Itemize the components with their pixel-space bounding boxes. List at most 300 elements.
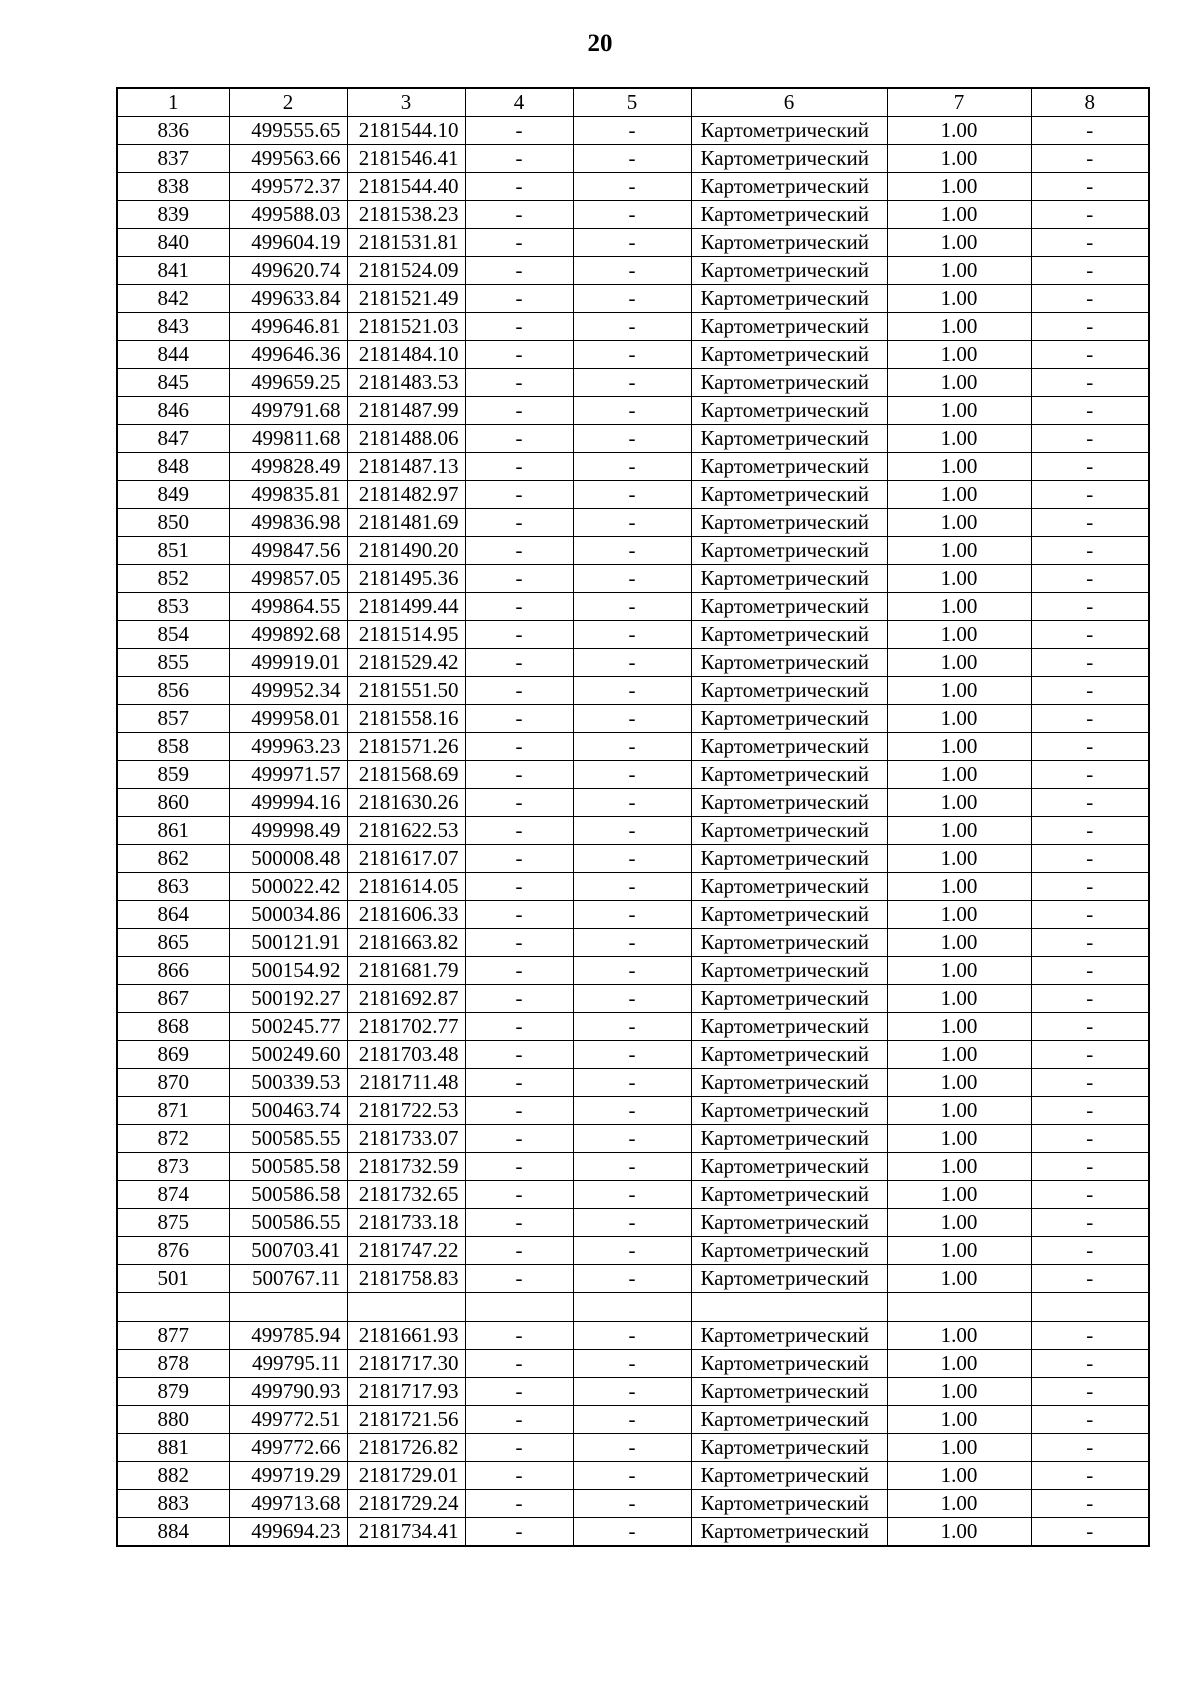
table-cell: - xyxy=(573,985,691,1013)
table-cell: - xyxy=(465,117,573,145)
table-row xyxy=(117,593,1149,621)
table-cell: 2181722.53 xyxy=(347,1097,465,1125)
table-cell: 1.00 xyxy=(887,1462,1031,1490)
table-cell: - xyxy=(465,1265,573,1293)
table-row xyxy=(117,621,1149,649)
table-cell: 844 xyxy=(117,341,229,369)
table-cell: 1.00 xyxy=(887,1434,1031,1462)
table-cell: 1.00 xyxy=(887,677,1031,705)
table-cell: - xyxy=(1031,537,1149,565)
table-cell: - xyxy=(1031,621,1149,649)
table-cell: - xyxy=(465,1013,573,1041)
table-cell: 2181732.65 xyxy=(347,1181,465,1209)
table-cell: Картометрический xyxy=(691,845,887,873)
table-cell: Картометрический xyxy=(691,1237,887,1265)
table-cell xyxy=(573,1293,691,1322)
table-cell: - xyxy=(1031,985,1149,1013)
table-cell: 1.00 xyxy=(887,1378,1031,1406)
table-cell: 2181702.77 xyxy=(347,1013,465,1041)
table-cell: 499646.36 xyxy=(229,341,347,369)
table-cell: - xyxy=(1031,257,1149,285)
table-cell: 879 xyxy=(117,1378,229,1406)
table-cell: - xyxy=(1031,1322,1149,1350)
table-row xyxy=(117,677,1149,705)
table-cell: Картометрический xyxy=(691,1041,887,1069)
table-cell: - xyxy=(465,257,573,285)
table-cell: - xyxy=(465,761,573,789)
table-cell: 853 xyxy=(117,593,229,621)
table-cell: 500767.11 xyxy=(229,1265,347,1293)
table-cell: 1.00 xyxy=(887,1041,1031,1069)
table-cell: - xyxy=(1031,789,1149,817)
table-cell: - xyxy=(573,453,691,481)
table-row xyxy=(117,565,1149,593)
table-cell: - xyxy=(1031,1265,1149,1293)
table-row xyxy=(117,1013,1149,1041)
table-cell: 850 xyxy=(117,509,229,537)
table-row xyxy=(117,1265,1149,1293)
table-cell: - xyxy=(1031,201,1149,229)
table-cell: 878 xyxy=(117,1350,229,1378)
table-cell: 845 xyxy=(117,369,229,397)
table-cell: - xyxy=(1031,145,1149,173)
table-cell: - xyxy=(1031,425,1149,453)
table-cell: - xyxy=(573,117,691,145)
table-cell: Картометрический xyxy=(691,985,887,1013)
table-cell: 843 xyxy=(117,313,229,341)
table-cell: Картометрический xyxy=(691,649,887,677)
table-cell: - xyxy=(573,929,691,957)
table-cell xyxy=(691,1293,887,1322)
table-cell: - xyxy=(465,1153,573,1181)
table-cell: Картометрический xyxy=(691,1518,887,1547)
table-cell: - xyxy=(573,1013,691,1041)
table-cell: 1.00 xyxy=(887,649,1031,677)
table-cell: - xyxy=(573,565,691,593)
table-row xyxy=(117,1462,1149,1490)
table-cell: - xyxy=(573,173,691,201)
table-cell: - xyxy=(465,1322,573,1350)
table-cell: 500339.53 xyxy=(229,1069,347,1097)
table-cell: - xyxy=(465,201,573,229)
table-cell: - xyxy=(465,593,573,621)
table-cell: - xyxy=(1031,705,1149,733)
table-row xyxy=(117,1237,1149,1265)
table-cell: - xyxy=(573,957,691,985)
table-cell: 861 xyxy=(117,817,229,845)
table-cell: - xyxy=(465,1350,573,1378)
table-cell: - xyxy=(465,817,573,845)
table-cell: 500586.58 xyxy=(229,1181,347,1209)
table-cell: - xyxy=(465,1125,573,1153)
table-cell: - xyxy=(1031,481,1149,509)
table-cell: - xyxy=(465,1462,573,1490)
table-cell xyxy=(1031,1293,1149,1322)
table-row xyxy=(117,1181,1149,1209)
table-row xyxy=(117,173,1149,201)
table-cell: 499772.66 xyxy=(229,1434,347,1462)
table-cell: 1.00 xyxy=(887,929,1031,957)
table-cell: - xyxy=(1031,1237,1149,1265)
table-cell: 1.00 xyxy=(887,453,1031,481)
table-cell: 1.00 xyxy=(887,313,1031,341)
table-cell: Картометрический xyxy=(691,397,887,425)
table-cell: Картометрический xyxy=(691,1181,887,1209)
table-cell: 2181726.82 xyxy=(347,1434,465,1462)
table-cell: - xyxy=(573,425,691,453)
table-cell: 856 xyxy=(117,677,229,705)
table-row xyxy=(117,985,1149,1013)
table-cell: 2181546.41 xyxy=(347,145,465,173)
table-cell: - xyxy=(573,1350,691,1378)
table-cell: 854 xyxy=(117,621,229,649)
table-cell: - xyxy=(465,285,573,313)
table-cell: 500463.74 xyxy=(229,1097,347,1125)
table-cell: Картометрический xyxy=(691,593,887,621)
table-cell: 863 xyxy=(117,873,229,901)
table-cell: Картометрический xyxy=(691,929,887,957)
table-cell: - xyxy=(1031,369,1149,397)
table-cell: 2181663.82 xyxy=(347,929,465,957)
table-cell: - xyxy=(573,1378,691,1406)
table-cell: - xyxy=(573,649,691,677)
table-cell: - xyxy=(573,1434,691,1462)
table-cell: - xyxy=(1031,453,1149,481)
table-cell: 2181551.50 xyxy=(347,677,465,705)
table-cell: 864 xyxy=(117,901,229,929)
table-cell: - xyxy=(465,1378,573,1406)
table-row xyxy=(117,1069,1149,1097)
table-row xyxy=(117,929,1149,957)
table-cell: - xyxy=(465,1181,573,1209)
table-cell: Картометрический xyxy=(691,481,887,509)
table-cell: 840 xyxy=(117,229,229,257)
table-cell: 499785.94 xyxy=(229,1322,347,1350)
table-cell: 499864.55 xyxy=(229,593,347,621)
table-cell: - xyxy=(1031,1350,1149,1378)
table-cell: - xyxy=(573,1181,691,1209)
table-cell: Картометрический xyxy=(691,565,887,593)
table-cell: 1.00 xyxy=(887,985,1031,1013)
table-row xyxy=(117,117,1149,145)
table-cell: 2181544.40 xyxy=(347,173,465,201)
table-row xyxy=(117,901,1149,929)
table-cell: 499694.23 xyxy=(229,1518,347,1547)
table-cell: 500121.91 xyxy=(229,929,347,957)
table-cell: 499998.49 xyxy=(229,817,347,845)
table-cell: - xyxy=(465,1069,573,1097)
table-cell: 880 xyxy=(117,1406,229,1434)
table-header-row xyxy=(117,88,1149,117)
table-cell: - xyxy=(573,901,691,929)
table-cell: - xyxy=(1031,1069,1149,1097)
table-cell: - xyxy=(573,761,691,789)
table-row xyxy=(117,845,1149,873)
table-cell: - xyxy=(573,1209,691,1237)
table-cell: - xyxy=(1031,761,1149,789)
table-cell: - xyxy=(573,621,691,649)
table-cell: 500154.92 xyxy=(229,957,347,985)
table-cell: - xyxy=(1031,677,1149,705)
table-cell: Картометрический xyxy=(691,1378,887,1406)
table-row xyxy=(117,817,1149,845)
table-cell: 882 xyxy=(117,1462,229,1490)
table-cell: 1.00 xyxy=(887,593,1031,621)
table-cell: - xyxy=(573,201,691,229)
table-cell: 1.00 xyxy=(887,369,1031,397)
table-cell: - xyxy=(573,1041,691,1069)
table-row xyxy=(117,1350,1149,1378)
table-cell: 884 xyxy=(117,1518,229,1547)
table-cell: 1.00 xyxy=(887,509,1031,537)
table-cell: 499719.29 xyxy=(229,1462,347,1490)
table-cell: Картометрический xyxy=(691,1097,887,1125)
table-cell: - xyxy=(465,537,573,565)
table-cell: - xyxy=(573,509,691,537)
table-cell: - xyxy=(465,733,573,761)
table-cell: - xyxy=(465,873,573,901)
table-cell: 2181729.24 xyxy=(347,1490,465,1518)
table-cell xyxy=(887,1293,1031,1322)
table-row xyxy=(117,873,1149,901)
table-row xyxy=(117,1490,1149,1518)
table-cell xyxy=(117,1293,229,1322)
table-row xyxy=(117,1378,1149,1406)
table-cell: - xyxy=(573,789,691,817)
table-cell: 1.00 xyxy=(887,1069,1031,1097)
table-cell: 499971.57 xyxy=(229,761,347,789)
table-row xyxy=(117,145,1149,173)
table-cell: 2181568.69 xyxy=(347,761,465,789)
table-cell: - xyxy=(465,621,573,649)
table-cell: - xyxy=(573,341,691,369)
table-cell: 846 xyxy=(117,397,229,425)
table-row xyxy=(117,201,1149,229)
table-cell: 2181622.53 xyxy=(347,817,465,845)
table-cell: - xyxy=(1031,845,1149,873)
table-cell: 1.00 xyxy=(887,1265,1031,1293)
table-row xyxy=(117,341,1149,369)
table-cell: Картометрический xyxy=(691,1462,887,1490)
table-cell: 1.00 xyxy=(887,481,1031,509)
table-cell: - xyxy=(573,537,691,565)
table-cell: - xyxy=(573,1518,691,1547)
table-cell: Картометрический xyxy=(691,145,887,173)
table-cell: 501 xyxy=(117,1265,229,1293)
table-cell: 499713.68 xyxy=(229,1490,347,1518)
table-cell: Картометрический xyxy=(691,677,887,705)
table-cell: - xyxy=(465,985,573,1013)
table-cell: - xyxy=(1031,1013,1149,1041)
table-cell: 499790.93 xyxy=(229,1378,347,1406)
table-cell: - xyxy=(465,481,573,509)
table-cell: Картометрический xyxy=(691,1350,887,1378)
table-cell: - xyxy=(573,229,691,257)
table-cell: 1.00 xyxy=(887,705,1031,733)
table-cell: 860 xyxy=(117,789,229,817)
table-body xyxy=(117,117,1149,1547)
table-cell: 1.00 xyxy=(887,733,1031,761)
table-cell: 1.00 xyxy=(887,1181,1031,1209)
table-cell: 500585.58 xyxy=(229,1153,347,1181)
table-cell: Картометрический xyxy=(691,789,887,817)
table-cell: Картометрический xyxy=(691,901,887,929)
table-cell: - xyxy=(1031,1209,1149,1237)
table-cell: - xyxy=(465,1209,573,1237)
table-cell: 2181729.01 xyxy=(347,1462,465,1490)
table-row xyxy=(117,649,1149,677)
table-cell: 2181488.06 xyxy=(347,425,465,453)
table-cell: 499646.81 xyxy=(229,313,347,341)
table-cell: - xyxy=(573,1322,691,1350)
table-cell: 499772.51 xyxy=(229,1406,347,1434)
table-row xyxy=(117,1518,1149,1547)
table-cell: - xyxy=(573,1097,691,1125)
table-cell: Картометрический xyxy=(691,705,887,733)
table-cell: - xyxy=(573,1265,691,1293)
coordinates-table xyxy=(116,87,1150,1547)
table-cell: - xyxy=(465,313,573,341)
table-cell: - xyxy=(573,873,691,901)
table-cell: - xyxy=(1031,285,1149,313)
table-cell: Картометрический xyxy=(691,313,887,341)
table-cell: - xyxy=(1031,397,1149,425)
table-cell: - xyxy=(1031,565,1149,593)
table-row xyxy=(117,761,1149,789)
table-cell: - xyxy=(573,1237,691,1265)
table-cell: 2181606.33 xyxy=(347,901,465,929)
table-cell: 883 xyxy=(117,1490,229,1518)
table-cell: 2181531.81 xyxy=(347,229,465,257)
table-cell: 837 xyxy=(117,145,229,173)
table-cell: 1.00 xyxy=(887,845,1031,873)
column-header: 3 xyxy=(347,88,465,117)
table-cell: - xyxy=(1031,593,1149,621)
table-cell: 1.00 xyxy=(887,761,1031,789)
table-row xyxy=(117,733,1149,761)
table-cell: 499958.01 xyxy=(229,705,347,733)
table-cell: 2181692.87 xyxy=(347,985,465,1013)
table-cell: - xyxy=(573,397,691,425)
table-cell: 1.00 xyxy=(887,789,1031,817)
table-cell: - xyxy=(573,677,691,705)
table-cell: - xyxy=(465,341,573,369)
table-cell: 2181495.36 xyxy=(347,565,465,593)
table-cell: 1.00 xyxy=(887,201,1031,229)
table-cell: 499857.05 xyxy=(229,565,347,593)
table-row xyxy=(117,1434,1149,1462)
table-cell: Картометрический xyxy=(691,173,887,201)
table-row xyxy=(117,1041,1149,1069)
table-cell: 2181733.18 xyxy=(347,1209,465,1237)
table-cell: 2181490.20 xyxy=(347,537,465,565)
table-cell: - xyxy=(573,733,691,761)
table-row xyxy=(117,537,1149,565)
column-header: 5 xyxy=(573,88,691,117)
table-cell: 869 xyxy=(117,1041,229,1069)
table-cell: 875 xyxy=(117,1209,229,1237)
table-cell: 499563.66 xyxy=(229,145,347,173)
table-cell: - xyxy=(1031,957,1149,985)
table-row xyxy=(117,1322,1149,1350)
table-cell: 500008.48 xyxy=(229,845,347,873)
table-cell: 499795.11 xyxy=(229,1350,347,1378)
table-cell: 499620.74 xyxy=(229,257,347,285)
table-cell: - xyxy=(1031,929,1149,957)
table-cell xyxy=(229,1293,347,1322)
table-cell: 1.00 xyxy=(887,1350,1031,1378)
table-cell: - xyxy=(465,229,573,257)
table-cell: Картометрический xyxy=(691,1013,887,1041)
table-cell: 499963.23 xyxy=(229,733,347,761)
table-cell: 499892.68 xyxy=(229,621,347,649)
table-cell: 838 xyxy=(117,173,229,201)
table-cell: 1.00 xyxy=(887,817,1031,845)
table-cell: Картометрический xyxy=(691,509,887,537)
table-cell: Картометрический xyxy=(691,1209,887,1237)
table-cell: Картометрический xyxy=(691,1125,887,1153)
table-cell: 2181734.41 xyxy=(347,1518,465,1547)
table-cell: 2181717.93 xyxy=(347,1378,465,1406)
table-cell: 499588.03 xyxy=(229,201,347,229)
table-cell: - xyxy=(465,565,573,593)
table-cell: 2181521.49 xyxy=(347,285,465,313)
table-cell: 2181544.10 xyxy=(347,117,465,145)
table-cell: 881 xyxy=(117,1434,229,1462)
table-cell: 1.00 xyxy=(887,257,1031,285)
table-cell: Картометрический xyxy=(691,1265,887,1293)
table-cell: Картометрический xyxy=(691,229,887,257)
table-cell: - xyxy=(465,705,573,733)
table-cell: 1.00 xyxy=(887,873,1031,901)
table-cell: 872 xyxy=(117,1125,229,1153)
table-cell: - xyxy=(1031,817,1149,845)
table-cell: 1.00 xyxy=(887,285,1031,313)
table-cell: - xyxy=(465,1097,573,1125)
table-cell: - xyxy=(573,313,691,341)
table-cell: - xyxy=(1031,1041,1149,1069)
table-cell: 2181721.56 xyxy=(347,1406,465,1434)
column-header: 6 xyxy=(691,88,887,117)
table-cell: 499952.34 xyxy=(229,677,347,705)
table-cell: - xyxy=(465,369,573,397)
table-cell: 1.00 xyxy=(887,173,1031,201)
table-cell: Картометрический xyxy=(691,957,887,985)
table-cell: - xyxy=(1031,1462,1149,1490)
table-cell: 870 xyxy=(117,1069,229,1097)
table-cell: 499847.56 xyxy=(229,537,347,565)
table-cell: 2181484.10 xyxy=(347,341,465,369)
table-cell: 1.00 xyxy=(887,1209,1031,1237)
table-cell: - xyxy=(573,257,691,285)
table-cell: 2181758.83 xyxy=(347,1265,465,1293)
table-cell: - xyxy=(1031,901,1149,929)
table-cell xyxy=(347,1293,465,1322)
table-cell: - xyxy=(465,957,573,985)
table-cell: Картометрический xyxy=(691,425,887,453)
table-row xyxy=(117,1209,1149,1237)
table-cell: 499835.81 xyxy=(229,481,347,509)
table-cell: 2181514.95 xyxy=(347,621,465,649)
table-cell: 500703.41 xyxy=(229,1237,347,1265)
table-cell: 1.00 xyxy=(887,1237,1031,1265)
table-cell: 849 xyxy=(117,481,229,509)
table-cell: 855 xyxy=(117,649,229,677)
table-row xyxy=(117,313,1149,341)
table-cell: Картометрический xyxy=(691,1490,887,1518)
table-cell: - xyxy=(465,397,573,425)
table-cell: 499791.68 xyxy=(229,397,347,425)
